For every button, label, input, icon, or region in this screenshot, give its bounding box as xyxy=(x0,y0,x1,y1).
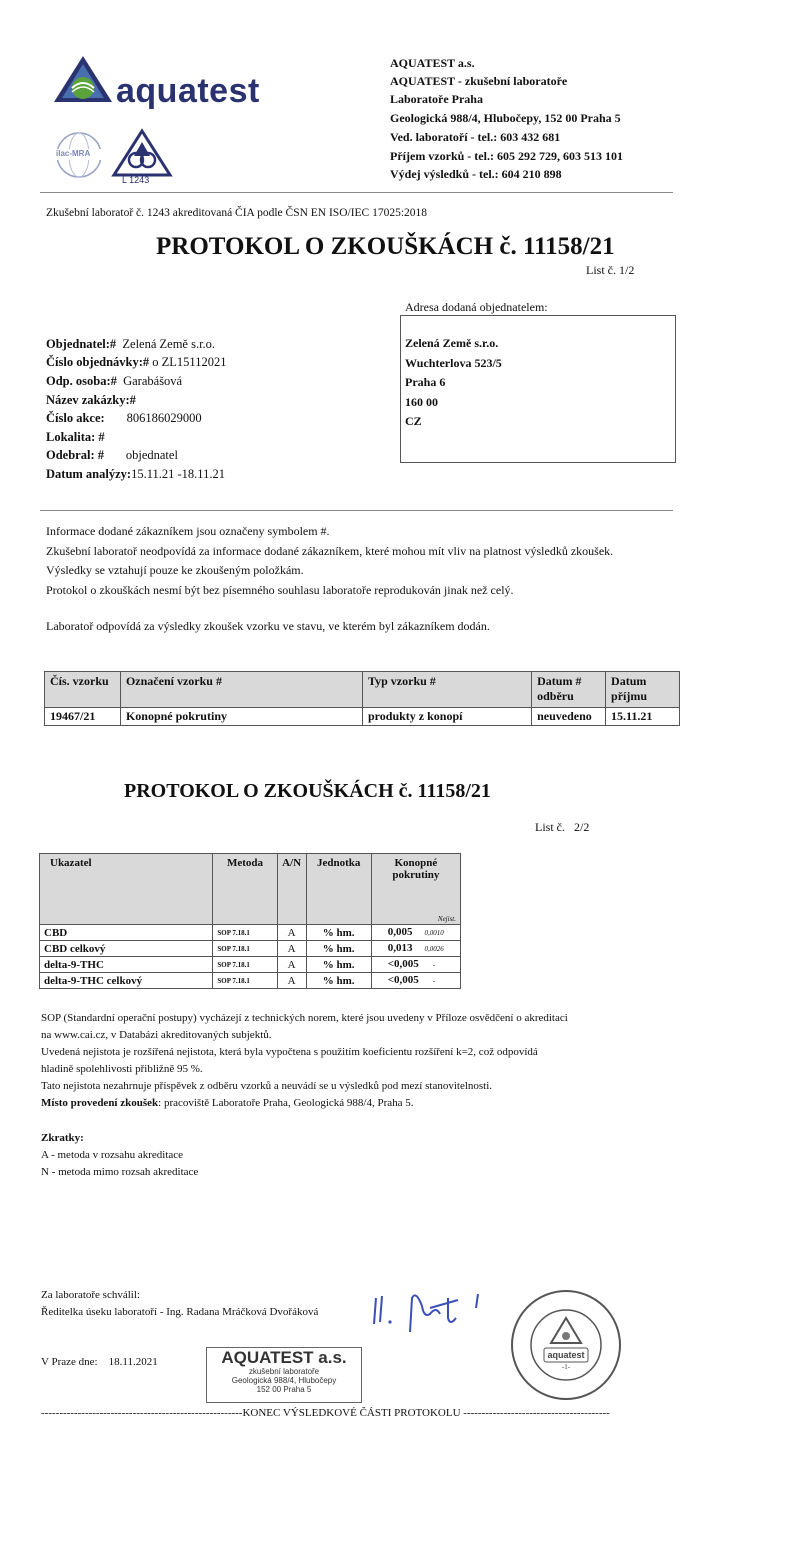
table-header-row xyxy=(40,854,461,925)
logo-wordmark: aquatest xyxy=(116,72,260,110)
lab-number: L 1243 xyxy=(122,175,150,185)
column-header: Označení vzorku # xyxy=(120,672,362,708)
lab-line: Výdej výsledků - tel.: 604 210 898 xyxy=(390,167,562,181)
table-header-row xyxy=(45,672,680,708)
field-label: Lokalita: # xyxy=(46,430,105,444)
section-divider xyxy=(40,510,673,511)
place-line xyxy=(41,1095,568,1112)
column-header: Datum příjmu xyxy=(606,672,680,708)
field-label: Odebral: # xyxy=(46,448,104,462)
pyramid-logo-icon xyxy=(52,54,114,104)
field-row xyxy=(46,448,178,463)
table-row xyxy=(40,957,461,973)
table-cell: delta-9-THC xyxy=(40,957,213,973)
table-cell: % hm. xyxy=(306,957,371,973)
seal-sub-text: -1- xyxy=(561,1363,571,1371)
seal-ring-text xyxy=(509,1288,510,1289)
table-cell: 19467/21 xyxy=(45,708,121,726)
lab-line: Příjem vzorků - tel.: 605 292 729, 603 513 101 xyxy=(390,149,623,163)
sample-column-label: Konopné pokrutiny xyxy=(392,857,440,881)
lab-line: Geologická 988/4, Hlubočepy, 152 00 Praha 5 xyxy=(390,111,621,125)
sheet-number-1: List č. 1/2 xyxy=(586,263,635,277)
notes-block xyxy=(41,1010,568,1112)
column-header: Datum # odběru xyxy=(532,672,606,708)
place-value: : pracoviště Laboratoře Praha, Geologická 988/4, Praha 5. xyxy=(158,1097,414,1109)
accreditation-line: Zkušební laboratoř č. 1243 akreditovaná ČIA podle ČSN EN ISO/IEC 17025:2018 xyxy=(46,207,428,219)
table-cell xyxy=(371,973,460,989)
field-label: Objednatel:# xyxy=(46,337,117,351)
stamp-line: 152 00 Praha 5 xyxy=(256,1385,312,1394)
company-stamp xyxy=(206,1347,362,1403)
table-cell: A xyxy=(277,925,306,941)
note-line: na www.cai.cz, v Databázi akreditovaných subjektů. xyxy=(41,1029,272,1041)
field-row xyxy=(46,337,215,352)
table-cell: SOP 7.18.1 xyxy=(213,925,277,941)
address-label: Adresa dodaná objednatelem: xyxy=(405,300,548,314)
protocol-title: PROTOKOL O ZKOUŠKÁCH č. 11158/21 xyxy=(156,233,615,260)
liability-line: Laboratoř odpovídá za výsledky zkoušek vzorku ve stavu, ve kterém byl zákazníkem dodán. xyxy=(46,619,490,633)
column-header: Ukazatel xyxy=(40,854,213,925)
table-row xyxy=(40,941,461,957)
column-header xyxy=(371,854,460,925)
ilac-label: ilac-MRA xyxy=(56,149,91,158)
table-cell: produkty z konopí xyxy=(363,708,532,726)
approval-block xyxy=(41,1287,318,1321)
column-header: Metoda xyxy=(213,854,277,925)
field-label: Odp. osoba:# xyxy=(46,374,117,388)
result-value: 0,005 xyxy=(387,926,413,938)
column-header: Jednotka xyxy=(306,854,371,925)
field-value: o ZL15112021 xyxy=(149,355,227,369)
field-label: Datum analýzy: xyxy=(46,467,132,481)
approved-label: Za laboratoře schválil: xyxy=(41,1289,140,1301)
field-value: 806186029000 xyxy=(104,411,202,425)
table-cell: A xyxy=(277,957,306,973)
results-table xyxy=(39,853,461,989)
info-line: Výsledky se vztahují pouze ke zkoušeným položkám. xyxy=(46,563,304,577)
table-row xyxy=(45,708,680,726)
info-line: Zkušební laboratoř neodpovídá za informace dodané zákazníkem, které mohou mít vliv na platnost výsledků zkoušek. xyxy=(46,543,614,558)
stamp-line: zkušební laboratoře xyxy=(248,1367,320,1376)
field-row xyxy=(46,467,225,482)
field-label: Číslo akce: xyxy=(46,411,105,425)
field-label: Číslo objednávky:# xyxy=(46,355,150,369)
uncertainty-value: - xyxy=(432,977,436,985)
table-cell: CBD celkový xyxy=(40,941,213,957)
address-line: Wuchterlova 523/5 xyxy=(405,355,502,370)
table-cell xyxy=(371,925,460,941)
seal-center-text: aquatest xyxy=(547,1350,585,1360)
table-cell: SOP 7.18.1 xyxy=(213,973,277,989)
stamp-title: AQUATEST a.s. xyxy=(221,1348,347,1367)
column-header: A/N xyxy=(277,854,306,925)
uncertainty-value: 0,0026 xyxy=(424,945,444,953)
field-label: Název zakázky:# xyxy=(46,393,136,407)
table-cell: neuvedeno xyxy=(532,708,606,726)
sample-table xyxy=(44,671,680,726)
aquatest-logo xyxy=(52,52,302,112)
address-line: CZ xyxy=(405,414,422,429)
info-line: Informace dodané zákazníkem jsou označeny symbolem #. xyxy=(46,524,330,538)
lab-line: Ved. laboratoří - tel.: 603 432 681 xyxy=(390,130,561,144)
info-block xyxy=(46,522,613,600)
abbr-line: N - metoda mimo rozsah akreditace xyxy=(41,1166,199,1178)
field-row xyxy=(46,374,182,389)
field-value: 15.11.21 -18.11.21 xyxy=(131,467,225,481)
result-value: <0,005 xyxy=(387,958,419,970)
table-cell xyxy=(371,941,460,957)
address-line: 160 00 xyxy=(405,394,438,409)
accreditation-seal xyxy=(509,1288,623,1402)
ilac-badge xyxy=(53,131,105,179)
table-cell: SOP 7.18.1 xyxy=(213,941,277,957)
abbreviations xyxy=(41,1130,198,1181)
column-header: Čís. vzorku xyxy=(45,672,121,708)
note-line: Uvedená nejistota je rozšířená nejistota, která byla vypočtena s použitím koeficientu rozšíření k=2, což odpovídá xyxy=(41,1046,538,1058)
lab-line: AQUATEST a.s. xyxy=(390,56,475,70)
table-cell: % hm. xyxy=(306,941,371,957)
place-label: Místo provedení zkoušek xyxy=(41,1097,159,1109)
table-cell: A xyxy=(277,941,306,957)
address-line: Zelená Země s.r.o. xyxy=(405,336,499,350)
table-cell: delta-9-THC celkový xyxy=(40,973,213,989)
lab-line: Laboratoře Praha xyxy=(390,92,483,106)
customer-address-box xyxy=(400,315,676,463)
sheet-number-2: List č. 2/2 xyxy=(535,820,590,834)
result-value: 0,013 xyxy=(387,942,413,954)
note-line: SOP (Standardní operační postupy) vycházejí z technických norem, které jsou uvedeny v Příloze osvědčení o akreditaci xyxy=(41,1012,568,1024)
table-cell xyxy=(371,957,460,973)
stamp-line: Geologická 988/4, Hlubočepy xyxy=(231,1376,337,1385)
table-cell: CBD xyxy=(40,925,213,941)
header-divider xyxy=(40,192,673,193)
approver-name: Ředitelka úseku laboratoří - Ing. Radana Mráčková Dvořáková xyxy=(41,1306,319,1318)
field-value: objednatel xyxy=(103,448,178,462)
table-row xyxy=(40,925,461,941)
field-row xyxy=(46,393,136,408)
column-header: Typ vzorku # xyxy=(363,672,532,708)
uncertainty-value: 0,0010 xyxy=(424,929,444,937)
protocol-title-2: PROTOKOL O ZKOUŠKÁCH č. 11158/21 xyxy=(124,780,491,802)
result-value: <0,005 xyxy=(387,974,419,986)
end-of-results-line: -------------------------------------------------------KONEC VÝSLEDKOVÉ ČÁSTI PROTOKOLU ---------------------------------------- xyxy=(41,1407,610,1419)
uncertainty-label: Nejist. xyxy=(437,915,456,923)
note-line: hladině spolehlivosti přibližně 95 %. xyxy=(41,1063,203,1075)
table-cell: SOP 7.18.1 xyxy=(213,957,277,973)
table-cell: 15.11.21 xyxy=(606,708,680,726)
table-cell: A xyxy=(277,973,306,989)
abbr-title: Zkratky: xyxy=(41,1132,84,1144)
date-line: V Praze dne: 18.11.2021 xyxy=(41,1356,158,1368)
field-row xyxy=(46,430,105,445)
abbr-line: A - metoda v rozsahu akreditace xyxy=(41,1149,184,1161)
table-cell: % hm. xyxy=(306,973,371,989)
cia-triangle-icon xyxy=(110,128,174,178)
field-value: Garabášová xyxy=(116,374,183,388)
cia-accreditation-mark xyxy=(110,128,174,188)
address-line: Praha 6 xyxy=(405,375,446,390)
table-row xyxy=(40,973,461,989)
note-line: Tato nejistota nezahrnuje příspěvek z odběru vzorků a neuvádí se u výsledků pod mezí stanovitelnosti. xyxy=(41,1080,493,1092)
lab-line: AQUATEST - zkušební laboratoře xyxy=(390,74,568,88)
signature-image xyxy=(370,1288,500,1338)
info-line: Protokol o zkouškách nesmí být bez písemného souhlasu laboratoře reprodukován jinak než celý. xyxy=(46,582,514,597)
field-row xyxy=(46,355,226,370)
table-cell: % hm. xyxy=(306,925,371,941)
field-row xyxy=(46,411,202,426)
uncertainty-value: - xyxy=(432,961,436,969)
field-value: Zelená Země s.r.o. xyxy=(116,337,216,351)
seal-icon xyxy=(509,1288,623,1402)
table-cell: Konopné pokrutiny xyxy=(120,708,362,726)
